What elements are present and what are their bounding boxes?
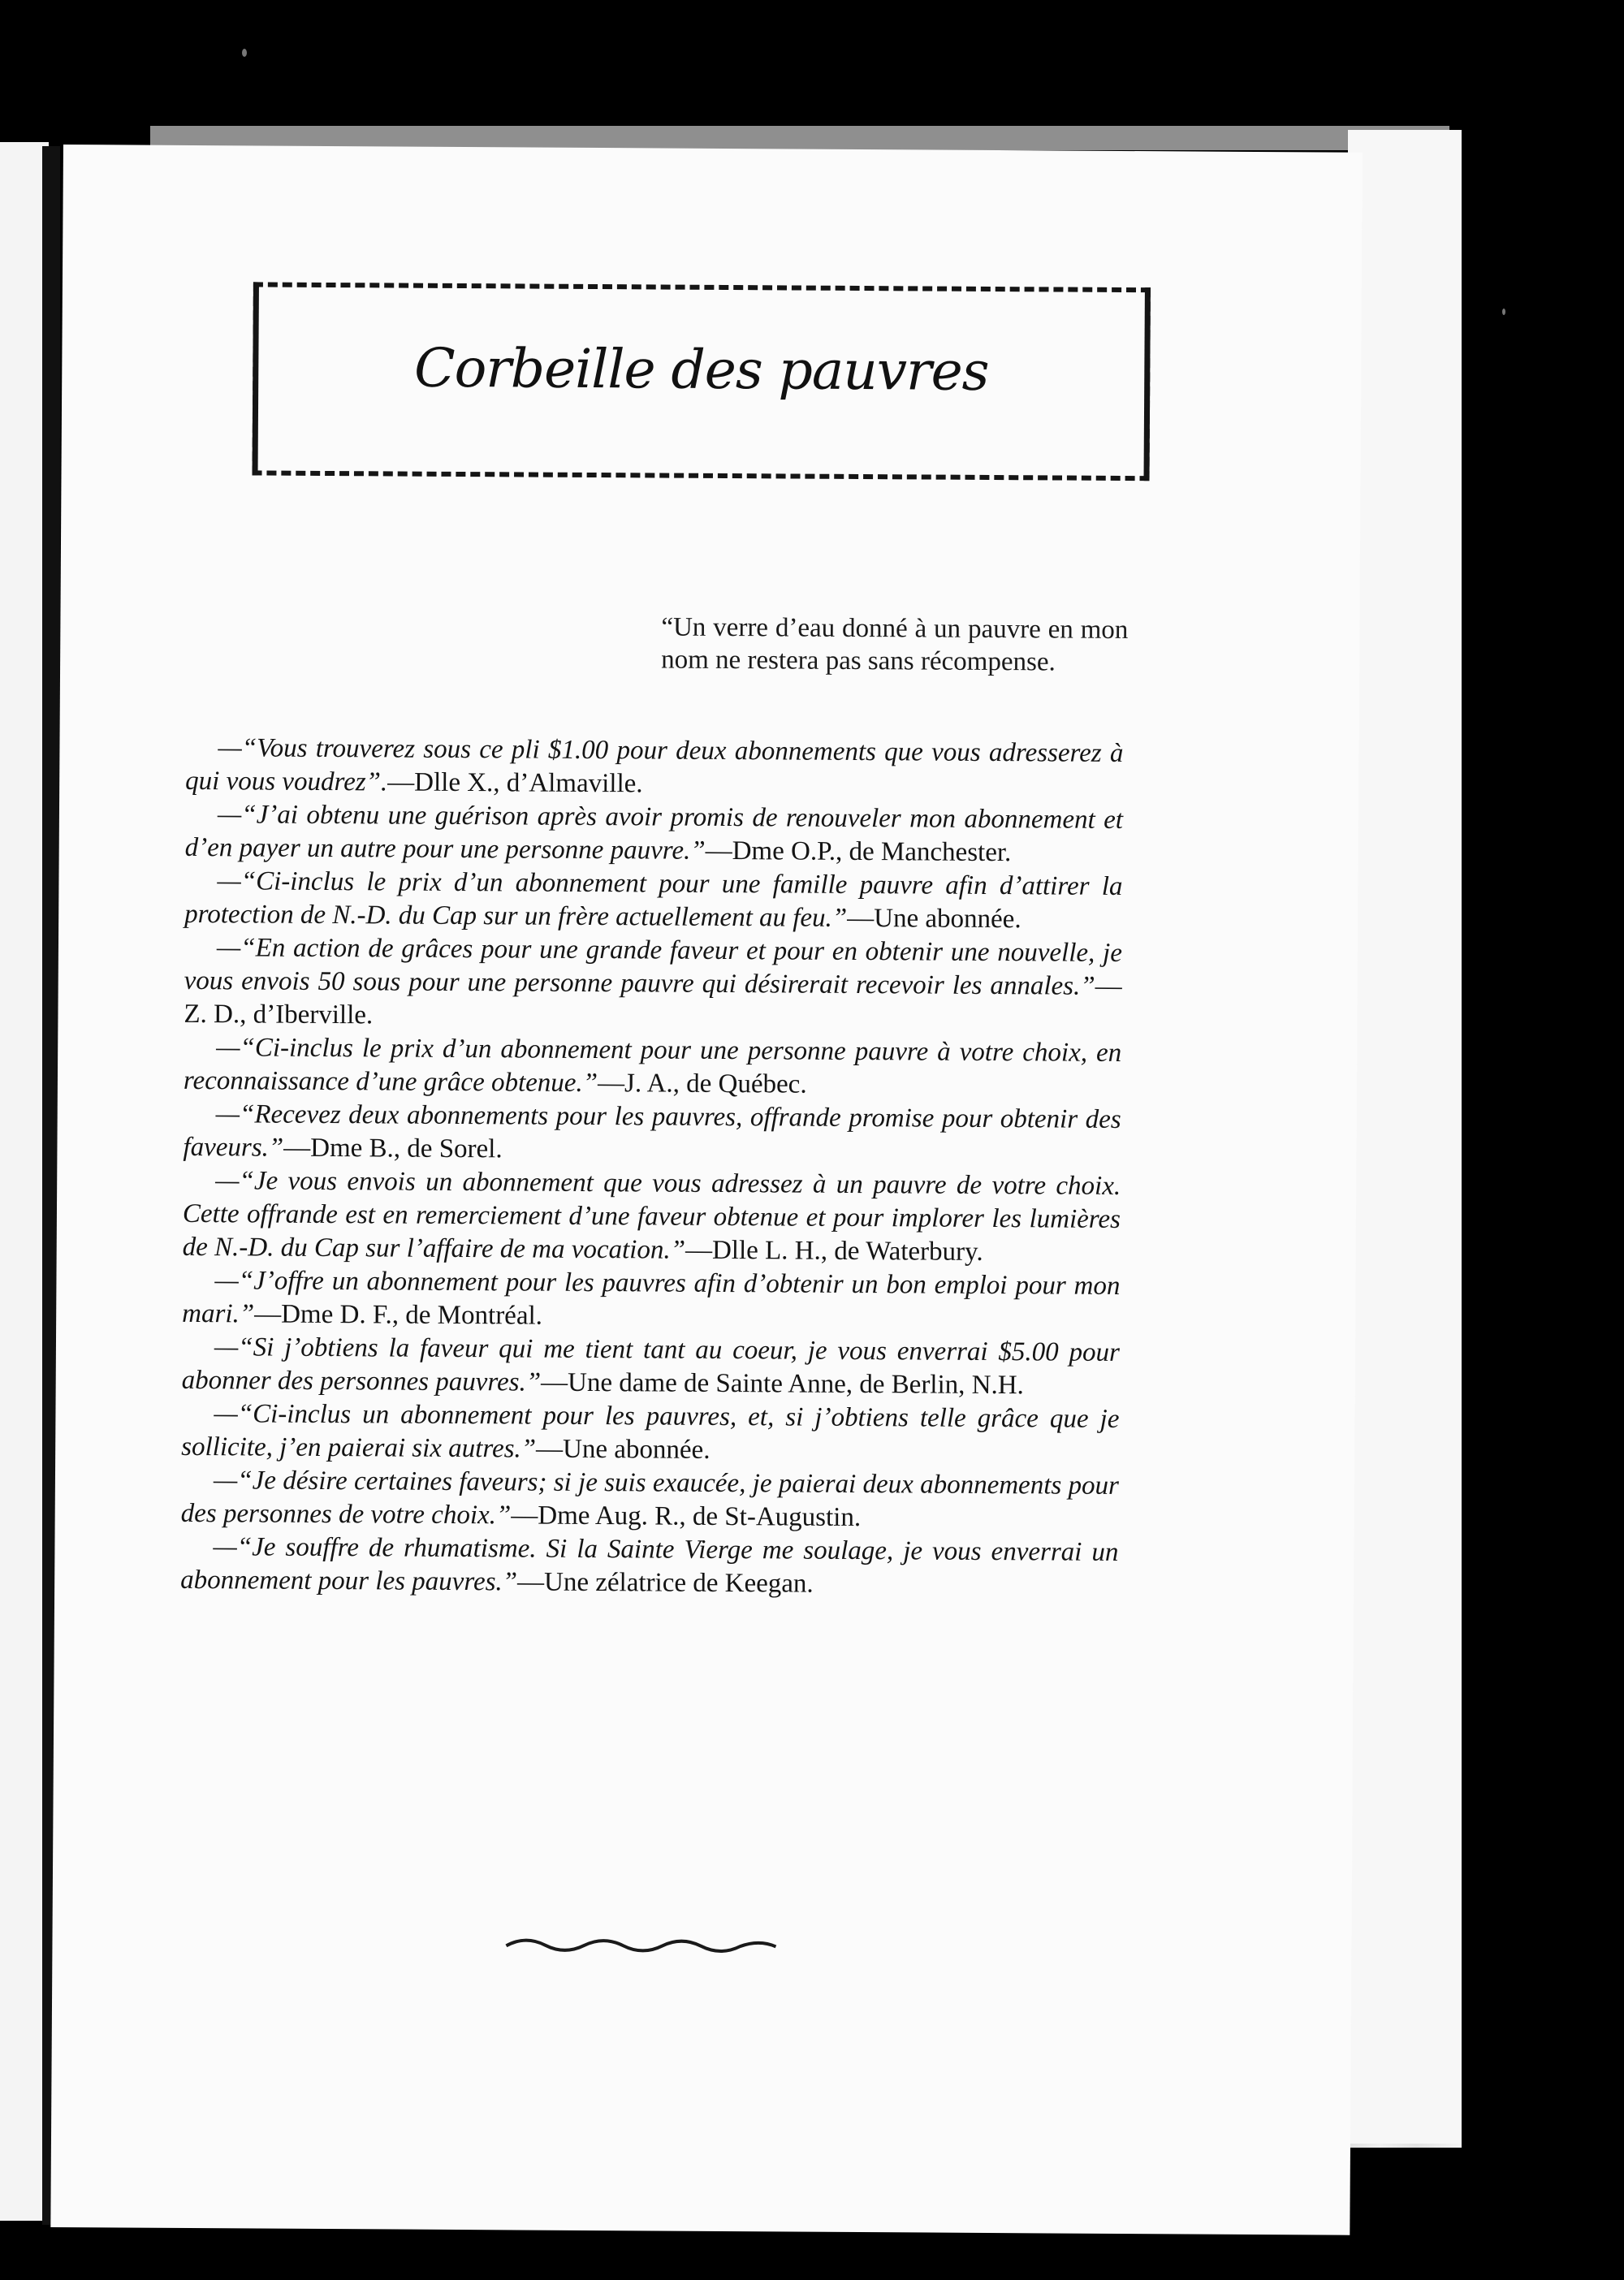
testimonial-entry bbox=[184, 931, 1122, 1037]
testimonial-entry bbox=[182, 1264, 1120, 1336]
testimonial-quote: —“Je désire certaines faveurs; si je suis exaucée, je paierai deux abonnements pour des personnes de votre choix.” bbox=[180, 1466, 1120, 1531]
testimonial-quote: —“Ci-inclus le prix d’un abonnement pour une famille pauvre afin d’attirer la protection de N.-D. du Cap sur un frère actuellement au feu.” bbox=[184, 866, 1123, 933]
epigraph-quote: “Un verre d’eau donné à un pauvre en mon nom ne restera pas sans récompense. bbox=[661, 612, 1129, 677]
testimonial-quote: —“Ci-inclus le prix d’un abonnement pour une personne pauvre à votre choix, en reconnaissance d’une grâce obtenue.” bbox=[183, 1033, 1122, 1099]
wavy-rule-ornament bbox=[503, 1933, 779, 1959]
testimonial-entry bbox=[185, 798, 1123, 870]
previous-page-edge bbox=[0, 142, 49, 2221]
testimonial-signature: —Dlle X., d’Almaville. bbox=[387, 767, 643, 799]
testimonial-quote: —“Je souffre de rhumatisme. Si la Sainte Vierge me soulage, je vous enverrai un abonnement pour les pauvres.” bbox=[180, 1532, 1119, 1597]
testimonial-signature: —Dme O.P., de Manchester. bbox=[705, 836, 1012, 868]
testimonial-entry bbox=[182, 1331, 1120, 1403]
dust-speck bbox=[1502, 309, 1505, 315]
testimonial-quote: —“Je vous envois un abonnement que vous adressez à un pauvre de votre choix. Cette offrande est en remerciement d’une faveur obtenue et pour implorer les lumières de N.-D. du Cap sur l’affaire de ma vocation.” bbox=[182, 1166, 1121, 1265]
testimonial-quote: —“Recevez deux abonnements pour les pauvres, offrande promise pour obtenir des faveurs.” bbox=[183, 1099, 1121, 1163]
testimonial-quote: —“J’ai obtenu une guérison après avoir promis de renouveler mon abonnement et d’en payer un autre pour une personne pauvre.” bbox=[184, 800, 1124, 866]
page-title: Corbeille des pauvres bbox=[413, 336, 989, 403]
testimonial-signature: —Dlle L. H., de Waterbury. bbox=[685, 1235, 983, 1267]
dust-speck bbox=[242, 49, 247, 57]
testimonial-signature: —Z. D., d’Iberville. bbox=[184, 971, 1122, 1030]
testimonial-quote: —“J’offre un abonnement pour les pauvres afin d’obtenir un bon emploi pour mon mari.” bbox=[182, 1266, 1121, 1329]
testimonial-signature: —Dme Aug. R., de St-Augustin. bbox=[511, 1501, 862, 1533]
testimonial-list bbox=[180, 732, 1123, 1603]
testimonial-quote: —“Ci-inclus un abonnement pour les pauvres, et, si j’obtiens telle grâce que je sollicite, j’en paierai six autres.” bbox=[181, 1399, 1120, 1464]
title-frame bbox=[253, 282, 1151, 481]
document-page bbox=[50, 145, 1363, 2235]
testimonial-entry bbox=[183, 1098, 1121, 1170]
testimonial-entry bbox=[184, 865, 1122, 937]
testimonial-signature: —Dme B., de Sorel. bbox=[283, 1133, 503, 1164]
testimonial-quote: —“En action de grâces pour une grande faveur et pour en obtenir une nouvelle, je vous envois 50 sous pour une personne pauvre qui désirerait recevoir les annales.” bbox=[184, 933, 1123, 1001]
testimonial-entry bbox=[181, 1397, 1119, 1470]
testimonial-entry bbox=[184, 1031, 1121, 1103]
testimonial-signature: —J. A., de Québec. bbox=[597, 1069, 807, 1099]
page-stack-edge-front bbox=[1348, 130, 1462, 2144]
testimonial-signature: —Dme D. F., de Montréal. bbox=[254, 1299, 543, 1331]
testimonial-entry bbox=[180, 1531, 1118, 1603]
testimonial-signature: —Une zélatrice de Keegan. bbox=[516, 1567, 814, 1599]
testimonial-signature: —Une abonnée. bbox=[535, 1434, 710, 1465]
testimonial-entry bbox=[185, 732, 1123, 804]
testimonial-quote: —“Vous trouverez sous ce pli $1.00 pour deux abonnements que vous adresserez à qui vous voudrez”. bbox=[185, 733, 1124, 797]
testimonial-quote: —“Si j’obtiens la faveur qui me tient tant au coeur, je vous enverrai $5.00 pour abonner des personnes pauvres.” bbox=[181, 1332, 1121, 1397]
testimonial-entry bbox=[181, 1464, 1119, 1536]
testimonial-signature: —Une abonnée. bbox=[847, 903, 1021, 935]
testimonial-signature: —Une dame de Sainte Anne, de Berlin, N.H. bbox=[540, 1367, 1024, 1401]
testimonial-entry bbox=[183, 1164, 1121, 1270]
